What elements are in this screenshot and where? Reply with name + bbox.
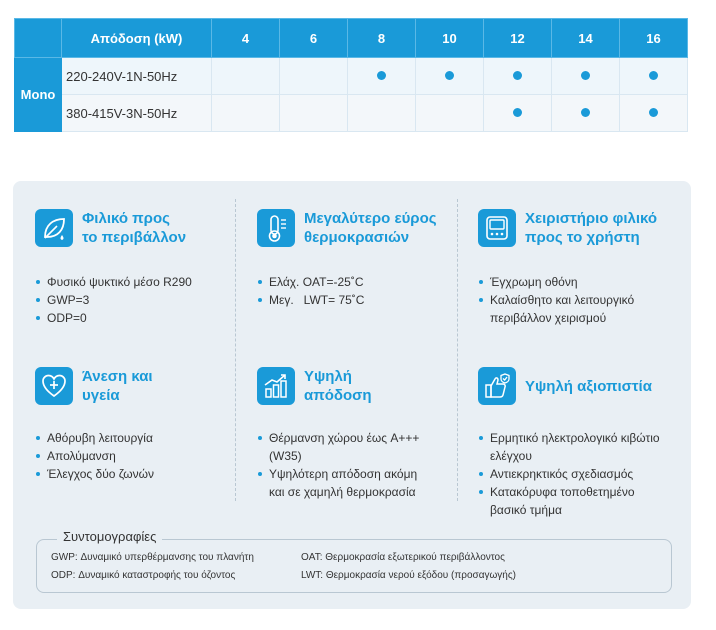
feature-list — [35, 273, 245, 327]
feature-title-line: υγεία — [82, 387, 120, 404]
feature-title-line: απόδοση — [304, 387, 372, 404]
feature-title — [304, 209, 474, 247]
capacity-table — [14, 18, 688, 132]
availability-cell — [280, 95, 348, 132]
feature-list — [257, 273, 467, 309]
feature-title — [82, 209, 252, 247]
availability-cell — [280, 58, 348, 95]
feature-title-line: το περιβάλλον — [82, 229, 187, 246]
availability-cell — [484, 95, 552, 132]
capacity-header: 4 — [212, 19, 280, 58]
table-row — [15, 95, 688, 132]
capacity-header: 6 — [280, 19, 348, 58]
availability-dot — [649, 71, 658, 80]
availability-cell — [348, 58, 416, 95]
controller-icon — [478, 209, 516, 247]
availability-cell — [620, 58, 688, 95]
abbreviation-lwt: LWT: Θερμοκρασία νερού εξόδου (προσαγωγής) — [301, 570, 516, 581]
feature-title-line: Υψηλή — [304, 368, 352, 385]
list-item: Αθόρυβη λειτουργία — [35, 429, 245, 447]
feature-list — [478, 273, 668, 327]
feature-title — [525, 209, 695, 247]
feature-list — [257, 429, 427, 501]
availability-cell — [552, 58, 620, 95]
abbreviation-oat: OAT: Θερμοκρασία εξωτερικού περιβάλλοντος — [301, 552, 505, 563]
list-item: Υψηλότερη απόδοση ακόμη και σε χαμηλή θερμοκρασία — [257, 465, 427, 501]
feature-title — [82, 367, 252, 405]
availability-cell — [212, 58, 280, 95]
list-item: GWP=3 — [35, 291, 245, 309]
feature-title-line: προς το χρήστη — [525, 229, 640, 246]
availability-cell — [416, 58, 484, 95]
availability-cell — [484, 58, 552, 95]
thermometer-icon — [257, 209, 295, 247]
capacity-header-label: Απόδοση (kW) — [62, 19, 212, 58]
availability-cell — [212, 95, 280, 132]
abbreviation-odp: ODP: Δυναμικό καταστροφής του όζοντος — [51, 570, 236, 581]
list-item: ODP=0 — [35, 309, 245, 327]
leaf-icon — [35, 209, 73, 247]
feature-title-line: Φιλικό προς — [82, 210, 170, 227]
list-item: Θέρμανση χώρου έως A+++ (W35) — [257, 429, 427, 465]
availability-dot — [377, 71, 386, 80]
abbreviations-title: Συντομογραφίες — [57, 529, 162, 544]
availability-dot — [649, 108, 658, 117]
thumbs-up-shield-icon — [478, 367, 516, 405]
feature-title-line: Μεγαλύτερο εύρος — [304, 210, 437, 227]
voltage-label: 220-240V-1N-50Hz — [62, 58, 212, 95]
table-corner — [15, 19, 62, 58]
availability-dot — [581, 71, 590, 80]
availability-cell — [416, 95, 484, 132]
list-item: Έγχρωμη οθόνη — [478, 273, 668, 291]
availability-cell — [620, 95, 688, 132]
feature-title-line: Άνεση και — [82, 368, 153, 385]
list-item: Ελάχ. OAT=-25˚C — [257, 273, 467, 291]
availability-dot — [513, 108, 522, 117]
capacity-header: 14 — [552, 19, 620, 58]
feature-list — [478, 429, 663, 519]
feature-title-line: Υψηλή αξιοπιστία — [525, 378, 652, 395]
group-label: Mono — [15, 58, 62, 132]
capacity-header: 16 — [620, 19, 688, 58]
list-item: Κατακόρυφα τοποθετημένο βασικό τμήμα — [478, 483, 663, 519]
table-row — [15, 58, 688, 95]
voltage-label: 380-415V-3N-50Hz — [62, 95, 212, 132]
list-item: Μεγ. LWT= 75˚C — [257, 291, 467, 309]
availability-dot — [445, 71, 454, 80]
feature-title-line: Χειριστήριο φιλικό — [525, 210, 658, 227]
availability-cell — [552, 95, 620, 132]
list-item: Έλεγχος δύο ζωνών — [35, 465, 245, 483]
capacity-header: 12 — [484, 19, 552, 58]
list-item: Απολύμανση — [35, 447, 245, 465]
growth-chart-icon — [257, 367, 295, 405]
feature-title — [525, 377, 695, 396]
features-panel — [13, 181, 691, 609]
availability-dot — [581, 108, 590, 117]
capacity-header: 10 — [416, 19, 484, 58]
list-item: Αντιεκρηκτικός σχεδιασμός — [478, 465, 663, 483]
availability-cell — [348, 95, 416, 132]
list-item: Φυσικό ψυκτικό μέσο R290 — [35, 273, 245, 291]
list-item: Ερμητικό ηλεκτρολογικό κιβώτιο ελέγχου — [478, 429, 663, 465]
feature-title-line: θερμοκρασιών — [304, 229, 410, 246]
feature-title — [304, 367, 474, 405]
table-header-row — [15, 19, 688, 58]
heart-plus-icon — [35, 367, 73, 405]
availability-dot — [513, 71, 522, 80]
list-item: Καλαίσθητο και λειτουργικό περιβάλλον χειρισμού — [478, 291, 668, 327]
abbreviation-gwp: GWP: Δυναμικό υπερθέρμανσης του πλανήτη — [51, 552, 254, 563]
capacity-header: 8 — [348, 19, 416, 58]
abbreviations-box — [36, 539, 672, 593]
feature-list — [35, 429, 245, 483]
